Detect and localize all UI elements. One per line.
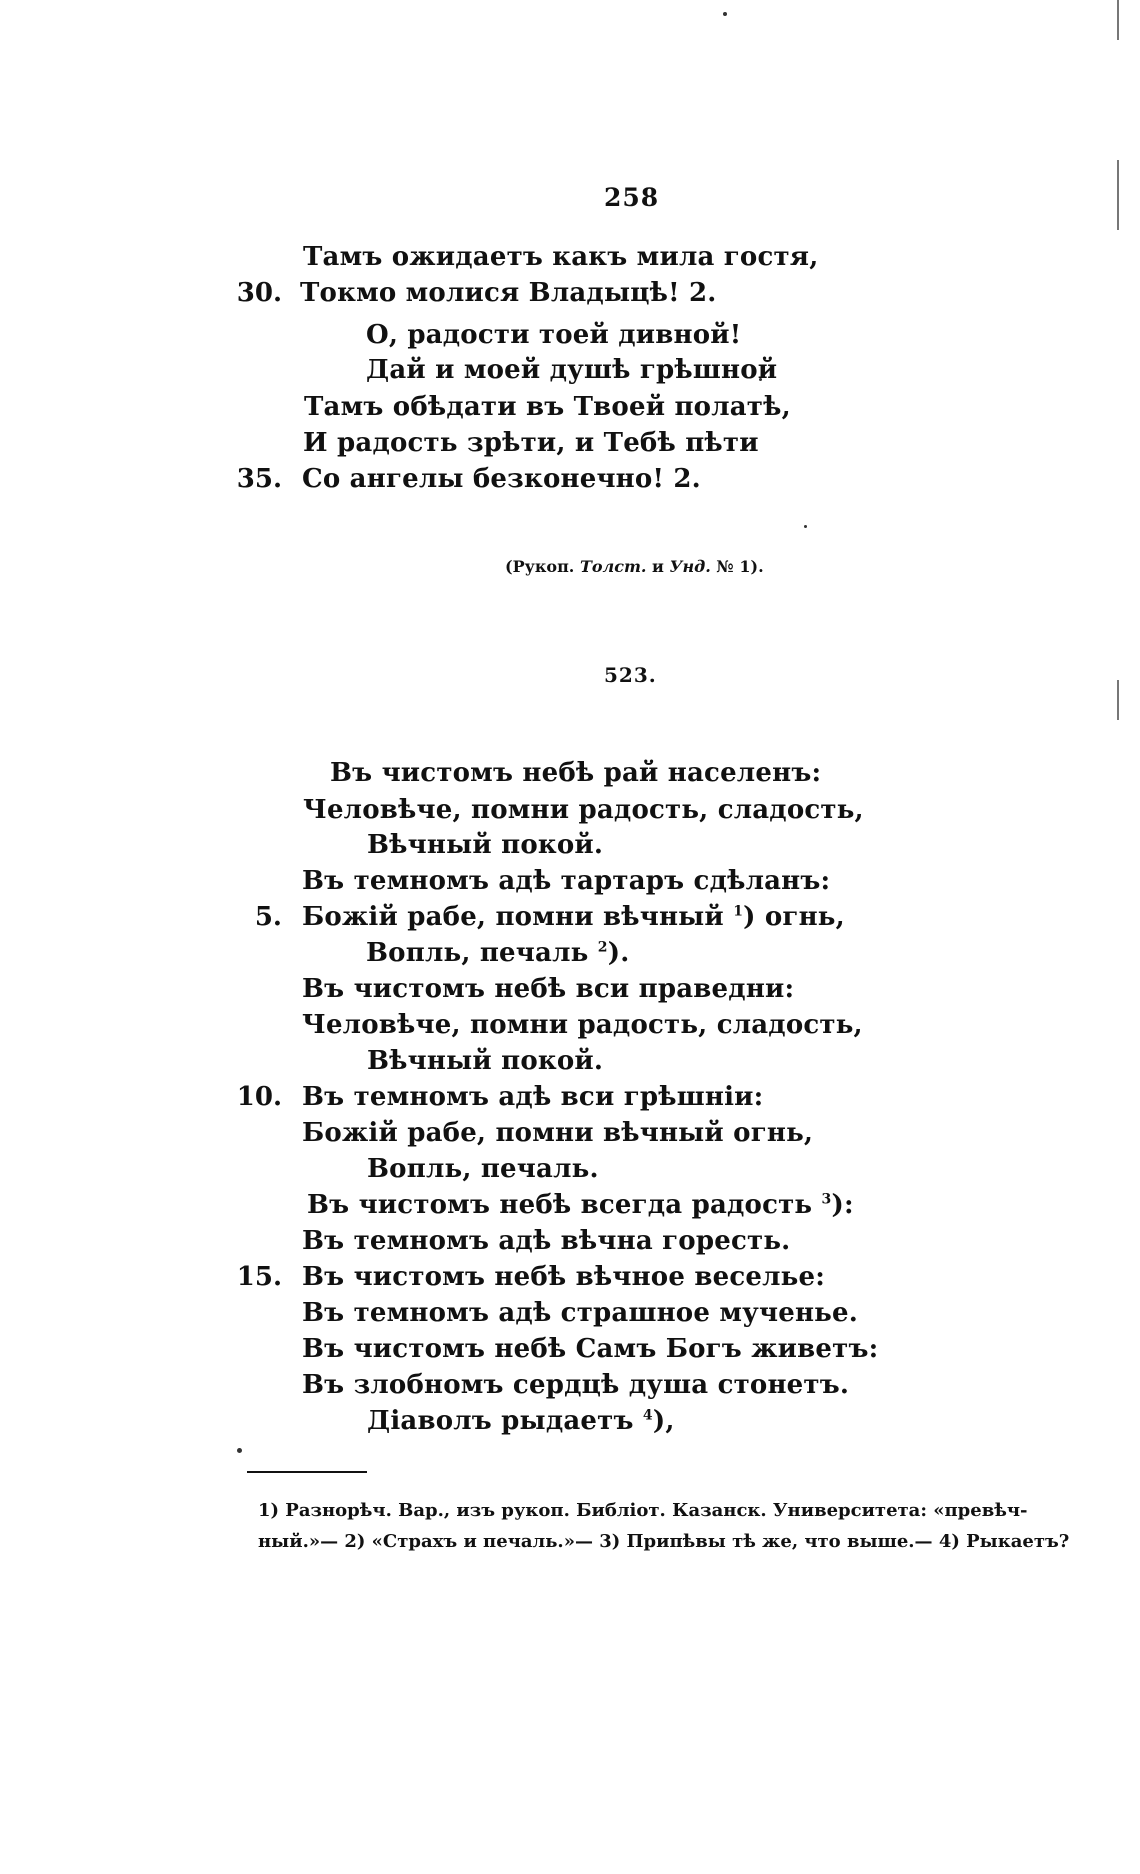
page-edge-mark: [1117, 160, 1119, 230]
footnote-line: 1) Разнорѣч. Вар., изъ рукоп. Библіот. Казанск. Университета: «превѣч-: [258, 1500, 1028, 1521]
page-number: 258: [604, 183, 660, 212]
print-speck: [237, 1448, 242, 1453]
poem-line: Вѣчный покой.: [367, 830, 604, 860]
poem-line: Со ангелы безконечно! 2.: [302, 464, 701, 494]
poem-line: Человѣче, помни радость, сладость,: [303, 795, 864, 825]
poem-line: Въ чистомъ небѣ рай населенъ:: [330, 758, 822, 788]
poem-line: Вѣчный покой.: [367, 1046, 604, 1076]
poem-line: Дай и моей душѣ грѣшной: [366, 355, 778, 385]
poem-line: Вопль, печаль.: [367, 1154, 599, 1184]
poem-line: Въ темномъ адѣ вси грѣшніи:: [302, 1082, 764, 1112]
poem-line: Въ чистомъ небѣ Самъ Богъ живетъ:: [302, 1334, 879, 1364]
line-number: 15.: [236, 1262, 282, 1292]
poem-line: Діаволъ рыдаетъ $^4$),: [367, 1406, 675, 1436]
page-edge-mark: [1117, 0, 1119, 40]
line-number: 35.: [236, 464, 282, 494]
poem-number: 523.: [604, 663, 657, 687]
source-citation: (Рукоп. Толст. и Унд. № 1).: [505, 557, 764, 576]
poem-line: Въ темномъ адѣ тартаръ сдѣланъ:: [302, 866, 831, 896]
poem-line: Токмо молися Владыцѣ! 2.: [300, 278, 717, 308]
poem-line: Тамъ обѣдати въ Твоей полатѣ,: [304, 392, 791, 422]
poem-line: Божій рабе, помни вѣчный $^1$) огнь,: [302, 902, 845, 932]
poem-line: Въ темномъ адѣ вѣчна горесть.: [302, 1226, 791, 1256]
poem-line: Въ чистомъ небѣ вѣчное веселье:: [302, 1262, 826, 1292]
page-edge-mark: [1117, 680, 1119, 720]
poem-line: Вопль, печаль $^2$).: [366, 938, 630, 968]
print-speck: [804, 525, 807, 528]
poem-line: Въ темномъ адѣ страшное мученье.: [302, 1298, 859, 1328]
footnote-rule: [247, 1471, 367, 1473]
line-number: 30.: [236, 278, 282, 308]
print-speck: [723, 12, 727, 16]
poem-line: Въ чистомъ небѣ вси праведни:: [302, 974, 795, 1004]
line-number: 10.: [236, 1082, 282, 1112]
poem-line: Въ чистомъ небѣ всегда радость $^3$):: [307, 1190, 854, 1220]
poem-line: Человѣче, помни радость, сладость,: [302, 1010, 863, 1040]
poem-line: Божій рабе, помни вѣчный огнь,: [302, 1118, 814, 1148]
poem-line: Тамъ ожидаетъ какъ мила гостя,: [303, 242, 819, 272]
poem-line: О, радости тоей дивной!: [366, 320, 742, 350]
line-number: 5.: [254, 902, 282, 932]
poem-line: И радость зрѣти, и Тебѣ пѣти: [303, 428, 759, 458]
footnote-line: ный.»— 2) «Страхъ и печаль.»— 3) Припѣвы тѣ же, что выше.— 4) Рыкаетъ?: [258, 1531, 1070, 1552]
poem-line: Въ злобномъ сердцѣ душа стонетъ.: [302, 1370, 850, 1400]
